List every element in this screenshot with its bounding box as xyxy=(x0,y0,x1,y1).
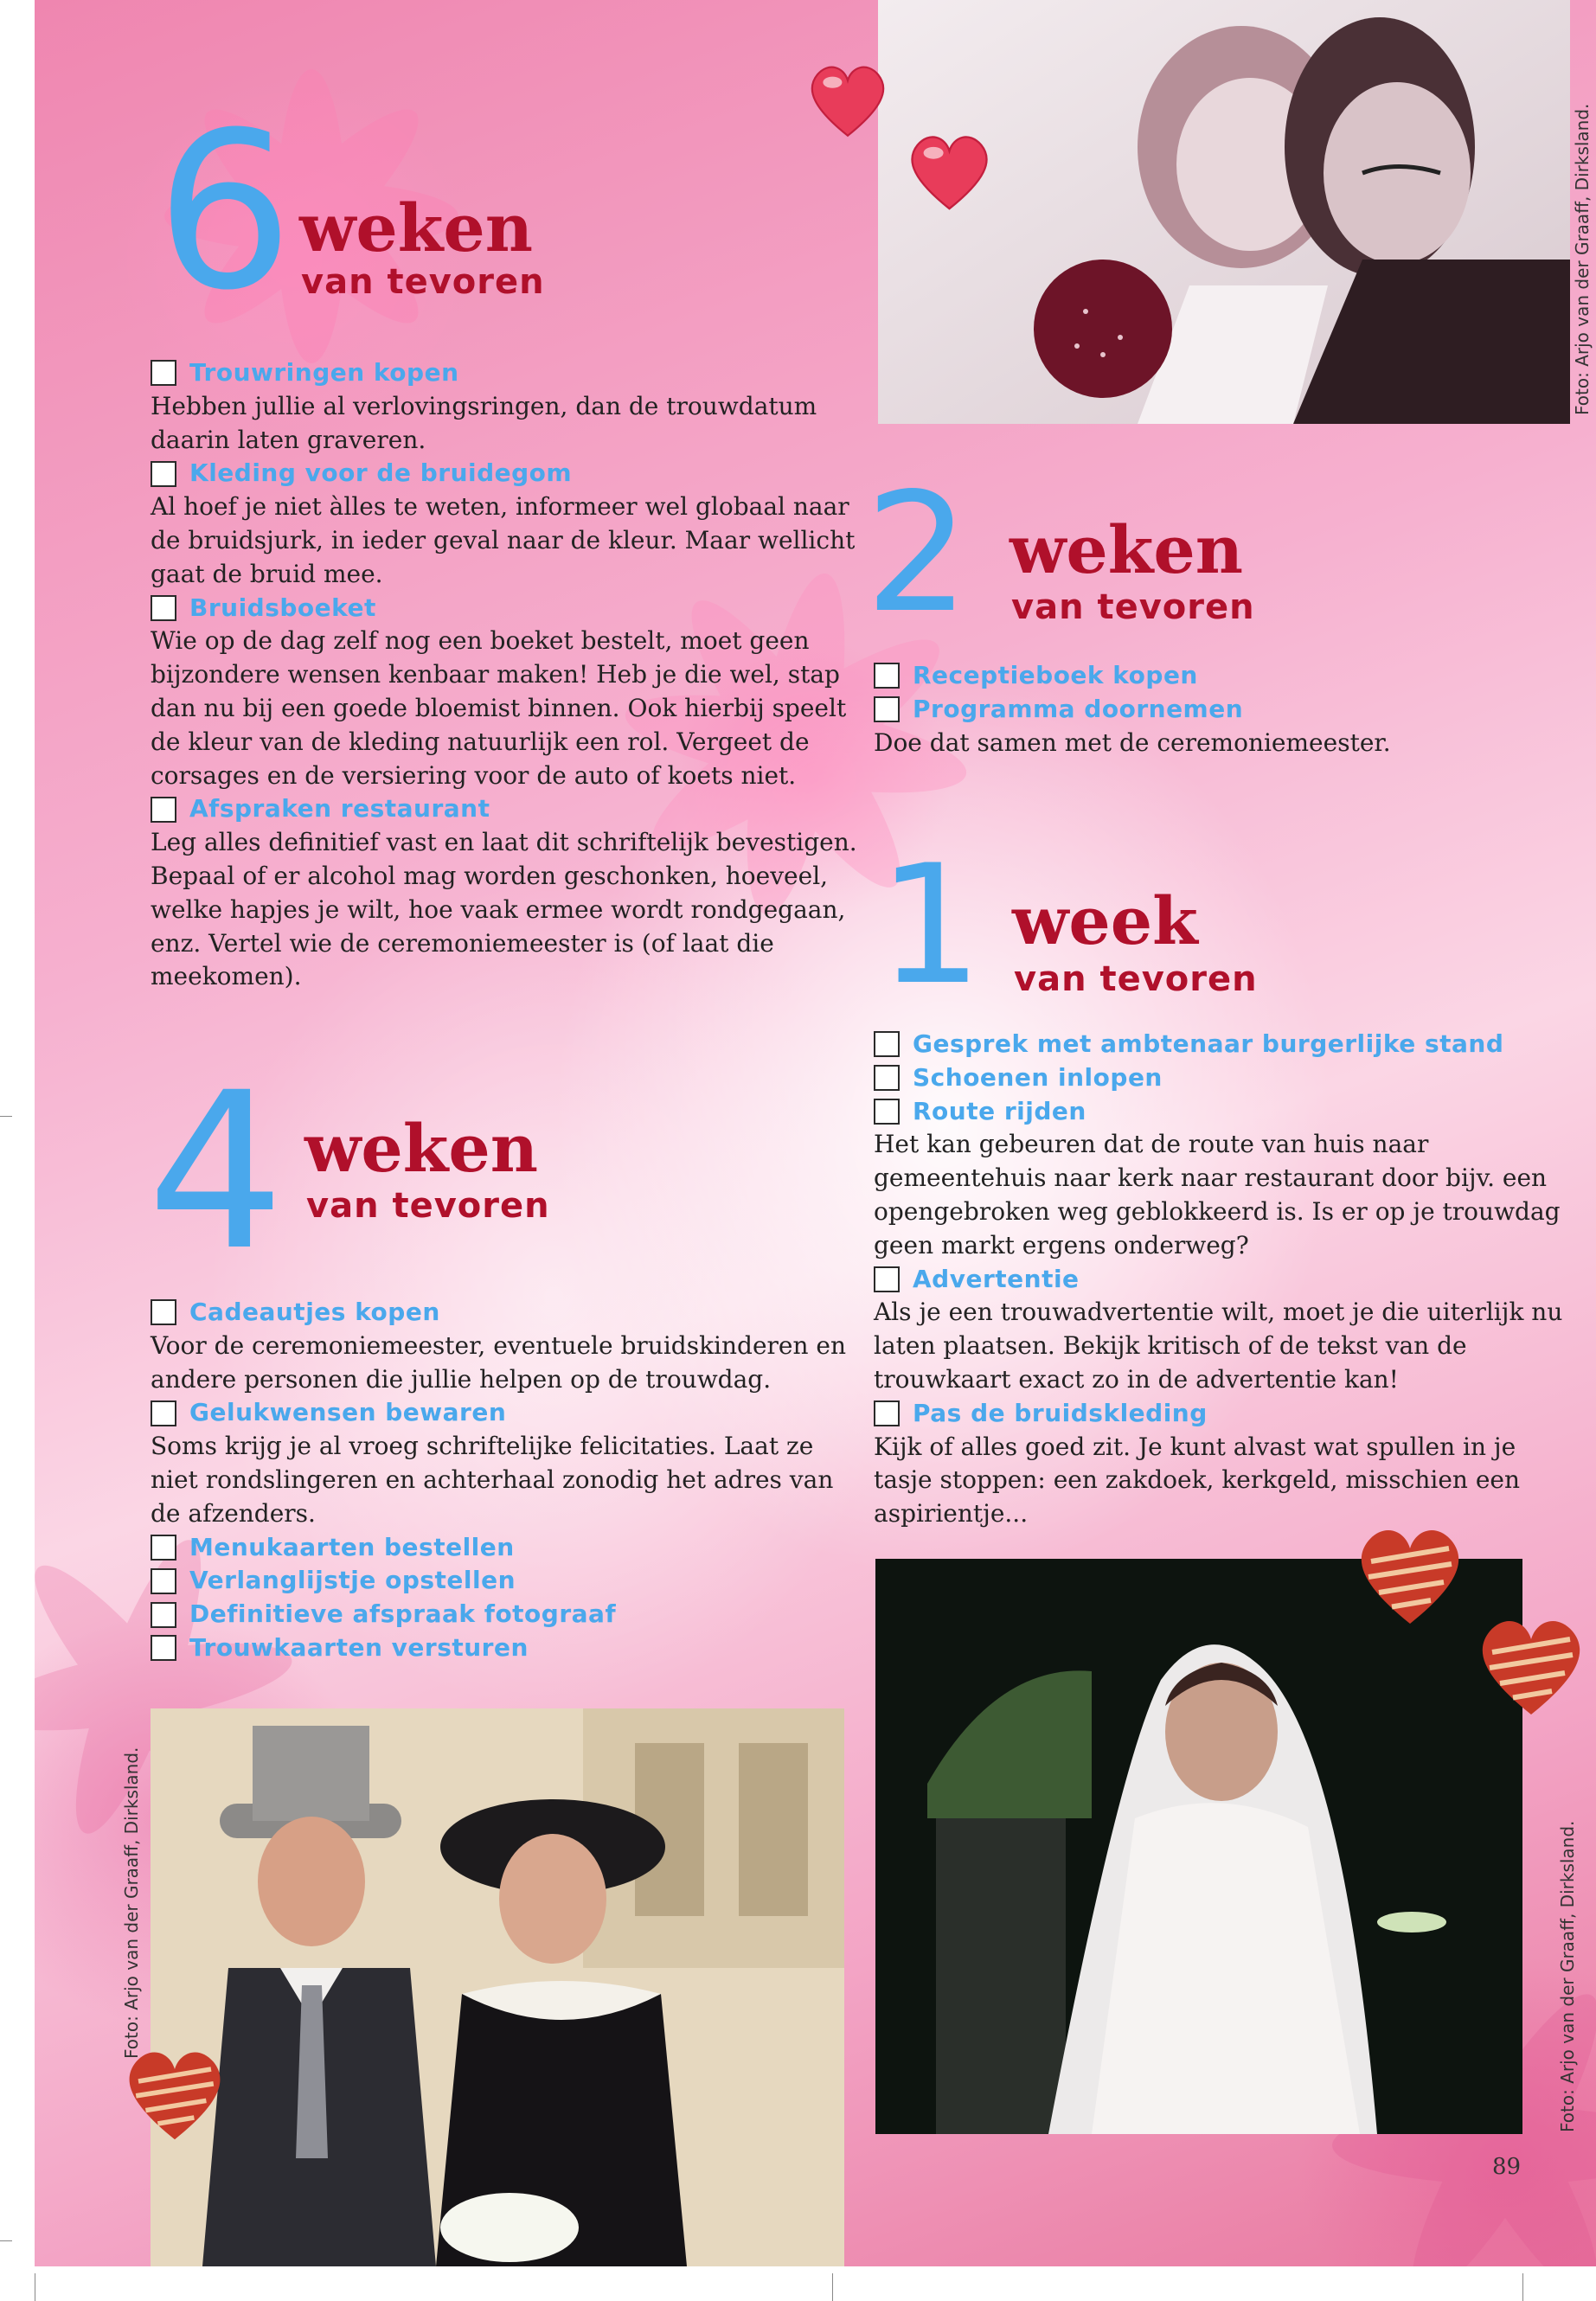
section-4-subtitle: van tevoren xyxy=(306,1186,550,1226)
item-label: Receptieboek kopen xyxy=(913,661,1198,689)
item-text: Als je een trouwadvertentie wilt, moet je die uiterlijk nu laten plaatsen. Bekijk kritisch of de tekst van de trouwkaart exact zo in de advertentie kan! xyxy=(874,1298,1563,1394)
checklist-item xyxy=(874,1095,1574,1129)
section-1-subtitle: van tevoren xyxy=(1014,959,1258,999)
checkbox[interactable] xyxy=(874,1266,900,1292)
section-1-checklist xyxy=(874,1028,1574,1531)
heart-icon xyxy=(1345,1509,1475,1639)
checklist-item xyxy=(874,693,1574,727)
magazine-page xyxy=(35,0,1596,2266)
item-text: Hebben jullie al verlovingsringen, dan de trouwdatum daarin laten graveren. xyxy=(151,391,817,454)
checkbox[interactable] xyxy=(151,1400,176,1426)
section-2-number: 2 xyxy=(865,458,966,649)
checkbox[interactable] xyxy=(874,1065,900,1091)
item-text: Kijk of alles goed zit. Je kunt alvast wat spullen in je tasje stoppen: een zakdoek, kerkgeld, misschien een aspirientje... xyxy=(874,1432,1520,1529)
checkbox[interactable] xyxy=(151,1299,176,1325)
item-text: Doe dat samen met de ceremoniemeester. xyxy=(874,727,1391,757)
section-1-title: week xyxy=(1012,882,1198,959)
heart-icon xyxy=(114,2033,235,2154)
crop-mark xyxy=(0,1116,12,1117)
item-label: Trouwringen kopen xyxy=(189,358,459,387)
checkbox[interactable] xyxy=(151,595,176,621)
checkbox[interactable] xyxy=(874,1031,900,1057)
checklist-item xyxy=(874,1263,1574,1297)
checklist-item xyxy=(151,592,860,625)
item-text: Soms krijg je al vroeg schriftelijke felicitaties. Laat ze niet rondslingeren en achterhaal zonodig het adres van de afzenders. xyxy=(151,1432,834,1528)
heart-icon xyxy=(800,52,895,147)
checklist-item xyxy=(151,1396,860,1430)
checkbox[interactable] xyxy=(151,797,176,823)
heart-icon xyxy=(1466,1600,1596,1730)
checkbox[interactable] xyxy=(874,696,900,722)
item-label: Gesprek met ambtenaar burgerlijke stand xyxy=(913,1029,1504,1058)
heart-icon xyxy=(900,121,999,221)
section-1-number: 1 xyxy=(878,830,979,1021)
item-label: Gelukwensen bewaren xyxy=(189,1398,507,1427)
checkbox[interactable] xyxy=(151,360,176,386)
checkbox[interactable] xyxy=(874,1400,900,1426)
item-label: Trouwkaarten versturen xyxy=(189,1632,529,1662)
checklist-item xyxy=(874,1028,1574,1061)
item-label: Bruidsboeket xyxy=(189,593,376,622)
item-label: Advertentie xyxy=(913,1264,1080,1293)
item-label: Menukaarten bestellen xyxy=(189,1532,515,1561)
checklist-item xyxy=(151,1631,860,1665)
section-6-number: 6 xyxy=(156,86,291,337)
photo-bride-image xyxy=(875,1559,1522,2134)
item-text: Wie op de dag zelf nog een boeket bestelt, moet geen bijzondere wensen kenbaar maken! Heb je die wel, stap dan nu bij een goede bloemist binnen. Ook hierbij speelt de kleur van de kleding natuurlijk een rol. Vergeet de corsages en de versiering voor de auto of koets niet. xyxy=(151,626,847,790)
photo-credit-bottom-left: Foto: Arjo van der Graaff, Dirksland. xyxy=(121,1747,142,2059)
section-2-checklist xyxy=(874,659,1574,760)
item-label: Definitieve afspraak fotograaf xyxy=(189,1599,617,1629)
item-label: Pas de bruidskleding xyxy=(913,1398,1208,1427)
checklist-item xyxy=(151,457,860,490)
item-label: Kleding voor de bruidegom xyxy=(189,458,573,488)
photo-couple-hats xyxy=(151,1708,844,2266)
section-6-subtitle: van tevoren xyxy=(301,262,545,302)
section-4-checklist xyxy=(151,1296,860,1665)
item-label: Verlanglijstje opstellen xyxy=(189,1566,516,1595)
checklist-item xyxy=(151,1564,860,1598)
checkbox[interactable] xyxy=(874,663,900,689)
item-text: Al hoef je niet àlles te weten, informeer wel globaal naar de bruidsjurk, in ieder geval naar de kleur. Maar wellicht gaat de bruid mee. xyxy=(151,492,856,588)
crop-mark xyxy=(832,2273,833,2301)
photo-credit-top: Foto: Arjo van der Graaff, Dirksland. xyxy=(1572,103,1593,415)
section-6-checklist xyxy=(151,356,860,994)
checklist-item xyxy=(151,792,860,826)
crop-mark xyxy=(0,2240,12,2241)
checkbox[interactable] xyxy=(151,1568,176,1594)
item-label: Route rijden xyxy=(913,1096,1086,1125)
item-label: Schoenen inlopen xyxy=(913,1062,1163,1092)
page-number: 89 xyxy=(1492,2154,1522,2180)
checklist-item xyxy=(151,1598,860,1631)
checkbox[interactable] xyxy=(151,1635,176,1661)
checkbox[interactable] xyxy=(151,1602,176,1628)
checklist-item xyxy=(874,659,1574,693)
crop-mark xyxy=(1522,2273,1523,2301)
section-6-title: weken xyxy=(299,189,534,266)
item-text: Het kan gebeuren dat de route van huis naar gemeentehuis naar kerk naar restaurant door bijv. een opengebroken weg geblokkeerd is. Is er op je trouwdag geen markt ergens onderweg? xyxy=(874,1130,1561,1259)
section-2-title: weken xyxy=(1010,511,1244,588)
checklist-item xyxy=(151,356,860,390)
checklist-item xyxy=(874,1061,1574,1095)
checklist-item xyxy=(151,1296,860,1330)
section-2-subtitle: van tevoren xyxy=(1011,587,1255,627)
checkbox[interactable] xyxy=(151,1535,176,1561)
checkbox[interactable] xyxy=(151,461,176,487)
item-label: Cadeautjes kopen xyxy=(189,1298,440,1326)
checklist-item xyxy=(874,1397,1574,1431)
checklist-item xyxy=(151,1531,860,1565)
item-text: Voor de ceremoniemeester, eventuele bruidskinderen en andere personen die jullie helpen op de trouwdag. xyxy=(151,1330,847,1394)
section-4-title: weken xyxy=(304,1110,539,1187)
item-label: Afspraken restaurant xyxy=(189,794,490,824)
section-4-number: 4 xyxy=(147,1046,282,1298)
item-label: Programma doornemen xyxy=(913,694,1244,723)
photo-credit-bottom-right: Foto: Arjo van der Graaff, Dirksland. xyxy=(1557,1820,1578,2132)
item-text: Leg alles definitief vast en laat dit schriftelijk bevestigen. Bepaal of er alcohol mag worden geschonken, hoeveel, welke hapjes je wilt, hoe vaak ermee wordt rondgegaan, enz. Vertel wie de ceremoniemeester is (of laat die meekomen). xyxy=(151,828,857,991)
photo-bride xyxy=(875,1559,1522,2134)
checkbox[interactable] xyxy=(874,1099,900,1125)
photo-couple-hats-image xyxy=(151,1708,844,2266)
